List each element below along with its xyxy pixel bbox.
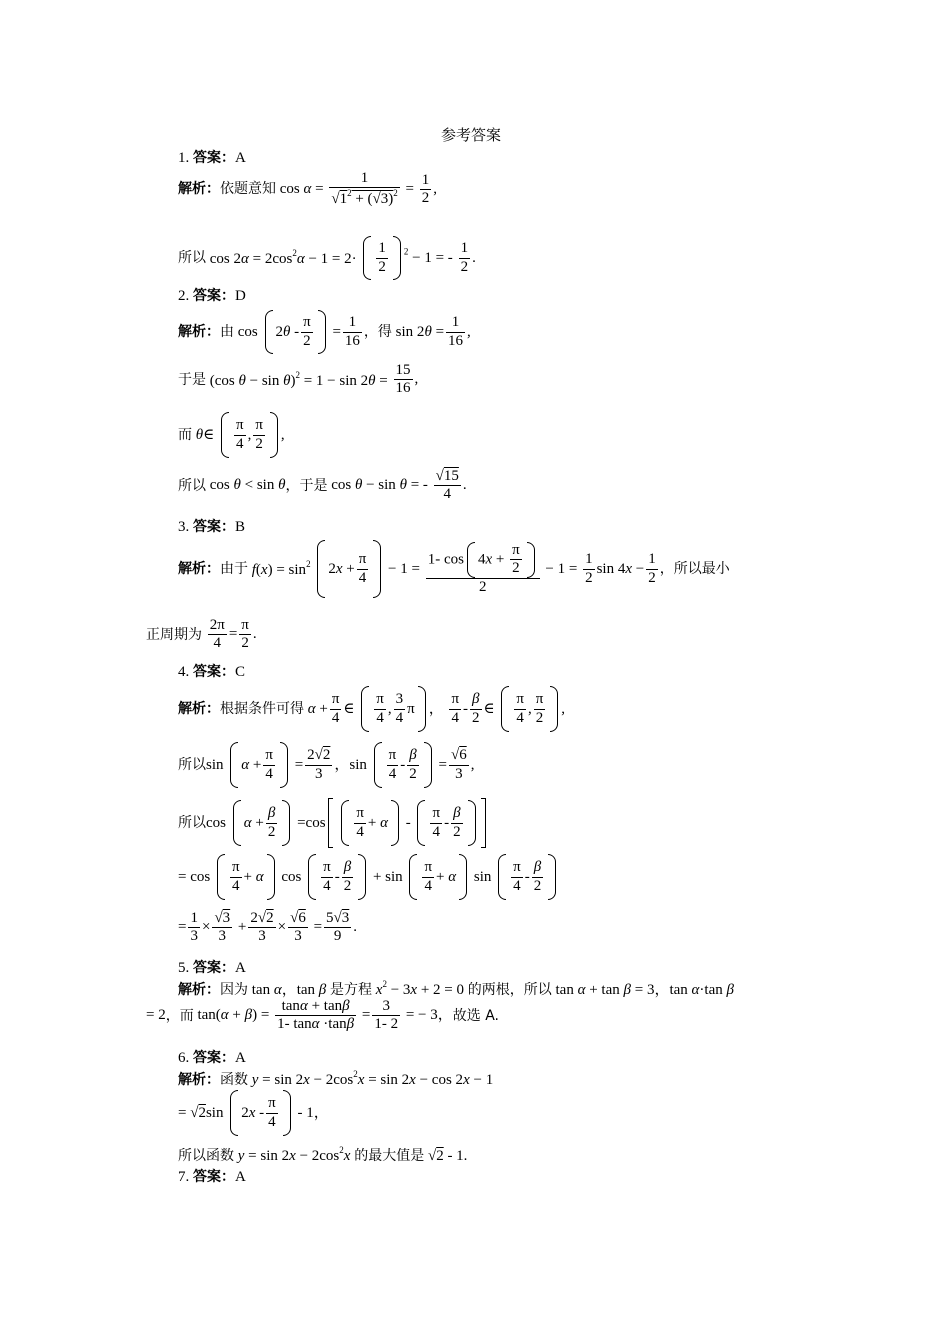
q3-analysis-line2: 正周期为 $\frac{2\pi}{4}$ = $\frac{\pi}{2}$ .: [146, 617, 257, 652]
q2-analysis-line1: 解析：由 cos 2θ - $\frac{\pi}{2}$ = $\frac{1}{16}$ ，得 sin 2θ = $\frac{1}{16}$ ,: [178, 310, 471, 354]
q7-answer-line: 7. 答案：A: [178, 1169, 246, 1185]
page-title: 参考答案: [441, 126, 502, 144]
q4-analysis-line4: = cos $\frac{\pi}{4}$ + α cos $\frac{\pi}{4}$ - $\frac{\beta}{2}$ + sin $\frac{\pi}{4}$ + α sin $\frac{\pi}{4}$ - $\frac{\beta}{2}$: [178, 854, 559, 900]
q1-answer-line: 1. 答案：A: [178, 150, 246, 166]
q2-analysis-line2: 于是 (cos θ − sin θ)$^2$ = 1 − sin 2θ = $\frac{15}{16}$ ,: [178, 362, 419, 397]
q4-analysis-line5: = $\frac{1}{3}$ × $\frac{√3}{3}$ + $\frac{2√2}{3}$ × $\frac{√6}{3}$ = $\frac{5√3}{9}$ .: [178, 910, 358, 945]
q4-analysis-line2: 所以sin α + $\frac{\pi}{4}$ = $\frac{2√2}{3}$ ，sin $\frac{\pi}{4}$ - $\frac{\beta}{2}$ = $\frac{√6}{3}$ ,: [178, 742, 474, 788]
q1-analysis-line2: 所以 $\cos 2\alpha = 2\cos^2\alpha - 1 = 2\cdot$ $\frac{1}{2}$ $^2$ − 1 = - $\frac{1}{2}$ .: [178, 236, 476, 280]
q6-analysis-line3: 所以函数 $y = \sin 2x - 2\cos^2x$ 的最大值是 √2 - 1.: [178, 1145, 468, 1164]
q5-analysis-line1: 解析：因为 tan α，tan β 是方程 $x^2 - 3x + 2 = 0$ 的两根，所以 tan α + tan β = 3，tan α·tan β: [178, 979, 734, 998]
q4-analysis-line1: 解析：根据条件可得 α + $\frac{\pi}{4}$ ∈ $\frac{\pi}{4}$ , $\frac{3}{4}$ π ， $\frac{\pi}{4}$ - $\frac{\beta}{2}$ ∈ $\frac{\pi}{4}$ , $\frac{\pi}{2}$ ,: [178, 686, 565, 732]
q2-analysis-line4: 所以 cos θ < sin θ，于是 cos θ − sin θ = - $\frac{√15}{4}$ .: [178, 468, 467, 503]
q3-analysis-line1: 解析：由于 $f(x) = \sin^2 2x$ + $\frac{\pi}{4}$ − 1 = 1- cos 4x + $\frac{\pi}{2}$ 2 − 1 = $\frac{1}{2}$ sin 4x − $\frac{1}{2}$ ，所以最小: [178, 540, 730, 598]
q2-analysis-line3: 而 θ∈ $\frac{\pi}{4}$ , $\frac{\pi}{2}$ ,: [178, 412, 285, 458]
q3-answer-line: 3. 答案：B: [178, 519, 246, 535]
q4-answer-line: 4. 答案：C: [178, 664, 246, 680]
q6-analysis-line1: 解析：函数 $y = \sin 2x - 2\cos^2x = \sin 2x - \cos 2x - 1$: [178, 1069, 494, 1088]
q6-analysis-line2: = √2sin 2x - $\frac{\pi}{4}$ - 1，: [178, 1090, 329, 1136]
q5-answer-line: 5. 答案：A: [178, 960, 246, 976]
q5-analysis-line2: = 2，而 tan(α + β) = $\frac{\tan\alpha + \tan\beta}{1- \tan\alpha \cdot\tan\beta}$ = $\frac{3}{1- 2}$ = − 3，故选 A.: [146, 998, 499, 1033]
q4-analysis-line3: 所以cos α + $\frac{\beta}{2}$ =cos $\frac{\pi}{4}$ + α - $\frac{\pi}{4}$ - $\frac{\beta}{2}$: [178, 798, 488, 848]
q6-answer-line: 6. 答案：A: [178, 1050, 246, 1066]
q2-answer-line: 2. 答案：D: [178, 288, 246, 304]
q1-analysis-line1: 解析：依题意知 cos α = $\frac{1}{√1^2 + (√3)^2}$ = $\frac{1}{2}$ ,: [178, 170, 437, 208]
